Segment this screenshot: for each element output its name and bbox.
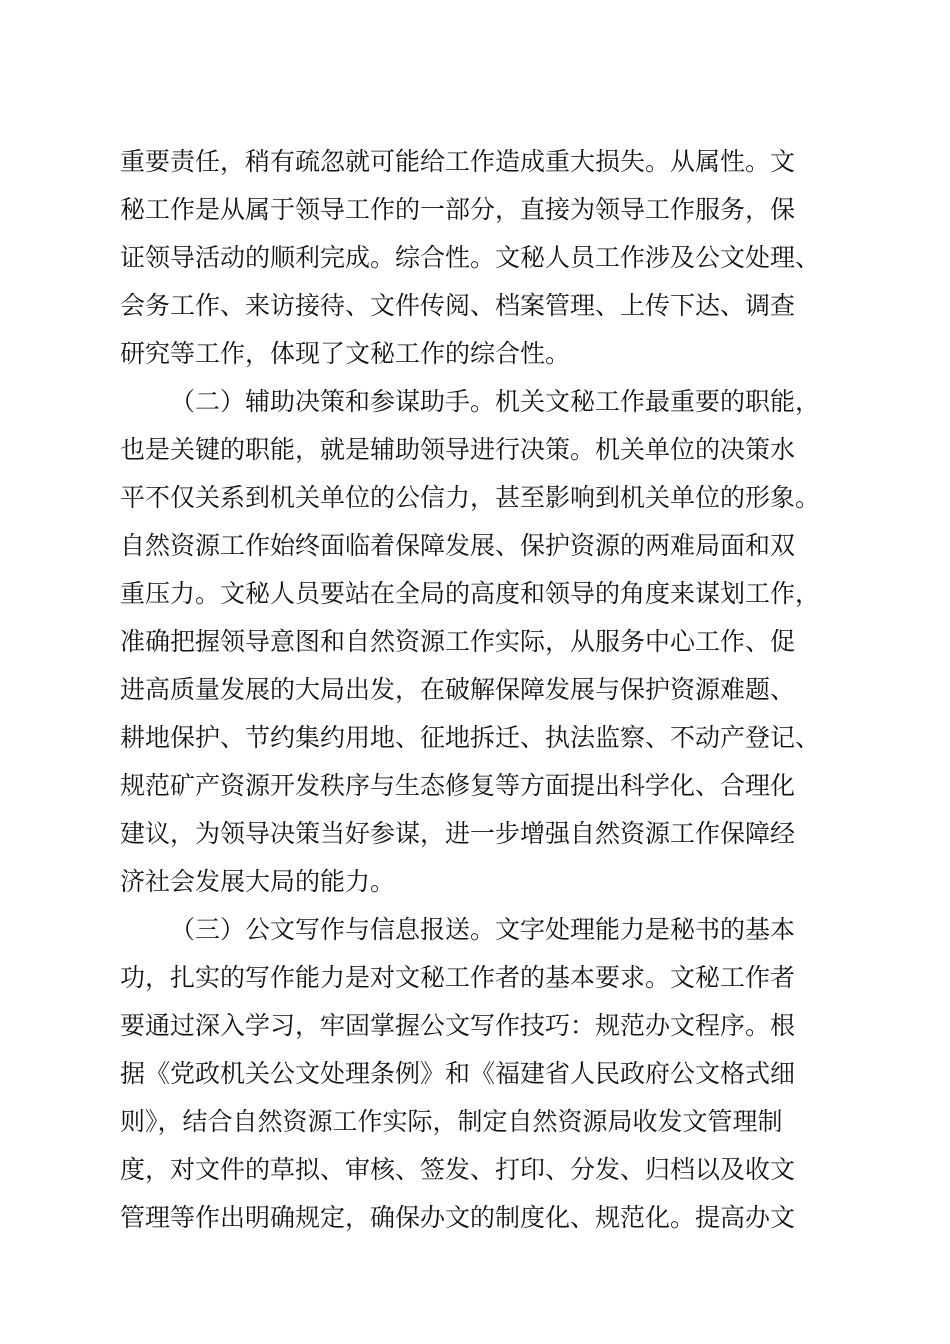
text-line-22: 度，对文件的草拟、审核、签发、打印、分发、归档以及收文 xyxy=(120,1155,796,1184)
text-line-12: 进高质量发展的大局出发，在破解保障发展与保护资源难题、 xyxy=(120,675,796,704)
text-line-14: 规范矿产资源开发秩序与生态修复等方面提出科学化、合理化 xyxy=(120,771,796,800)
text-line-3: 证领导活动的顺利完成。综合性。文秘人员工作涉及公文处理、 xyxy=(120,243,821,272)
text-line-19: 要通过深入学习，牢固掌握公文写作技巧：规范办文程序。根 xyxy=(120,1011,796,1040)
text-line-7: 也是关键的职能，就是辅助领导进行决策。机关单位的决策水 xyxy=(120,435,796,464)
text-line-1: 重要责任，稍有疏忽就可能给工作造成重大损失。从属性。文 xyxy=(120,147,796,176)
text-line-21: 则》，结合自然资源工作实际，制定自然资源局收发文管理制 xyxy=(120,1107,783,1136)
text-line-11: 准确把握领导意图和自然资源工作实际，从服务中心工作、促 xyxy=(120,627,796,656)
text-line-23: 管理等作出明确规定，确保办文的制度化、规范化。提高办文 xyxy=(120,1203,796,1232)
text-line-20: 据《党政机关公文处理条例》和《福建省人民政府公文格式细 xyxy=(120,1059,796,1088)
section-heading-2: （二）辅助决策和参谋助手。机关文秘工作最重要的职能， xyxy=(170,387,821,416)
text-line-15: 建议，为领导决策当好参谋，进一步增强自然资源工作保障经 xyxy=(120,819,796,848)
text-line-8: 平不仅关系到机关单位的公信力，甚至影响到机关单位的形象。 xyxy=(120,483,821,512)
section-heading-3: （三）公文写作与信息报送。文字处理能力是秘书的基本 xyxy=(170,915,796,944)
text-line-16: 济社会发展大局的能力。 xyxy=(120,867,396,896)
text-line-13: 耕地保护、节约集约用地、征地拆迁、执法监察、不动产登记、 xyxy=(120,723,821,752)
text-line-10: 重压力。文秘人员要站在全局的高度和领导的角度来谋划工作， xyxy=(120,579,821,608)
text-line-4: 会务工作、来访接待、文件传阅、档案管理、上传下达、调查 xyxy=(120,291,796,320)
text-line-18: 功，扎实的写作能力是对文秘工作者的基本要求。文秘工作者 xyxy=(120,963,796,992)
text-line-2: 秘工作是从属于领导工作的一部分，直接为领导工作服务，保 xyxy=(120,195,796,224)
text-line-5: 研究等工作，体现了文秘工作的综合性。 xyxy=(120,339,571,368)
text-line-9: 自然资源工作始终面临着保障发展、保护资源的两难局面和双 xyxy=(120,531,796,560)
